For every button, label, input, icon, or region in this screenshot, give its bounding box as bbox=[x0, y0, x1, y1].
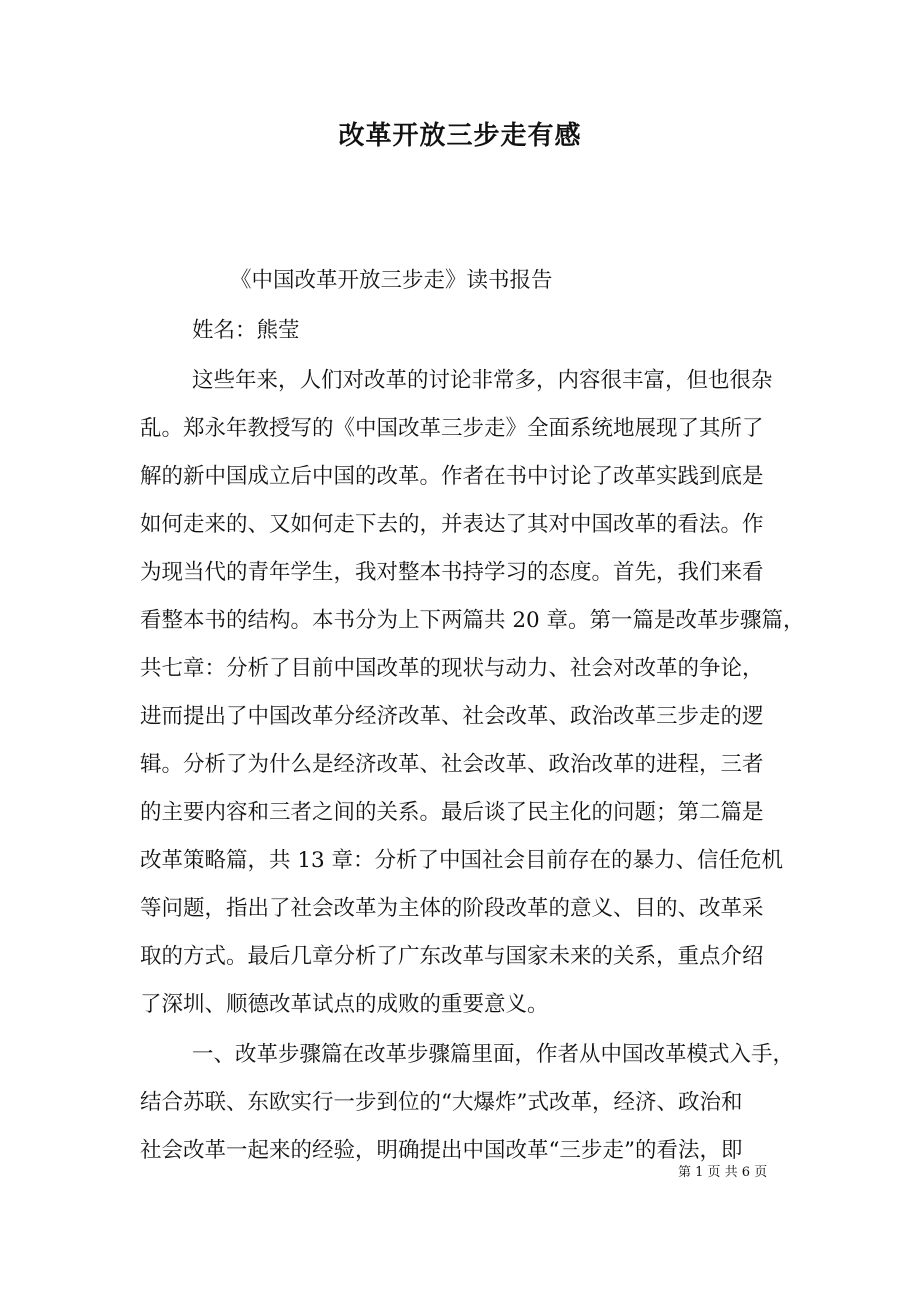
author-line: 姓名：熊莹 bbox=[192, 318, 300, 343]
paragraph-line: 乱。郑永年教授写的《中国改革三步走》全面系统地展现了其所了 bbox=[140, 416, 764, 441]
paragraph-line: 解的新中国成立后中国的改革。作者在书中讨论了改革实践到底是 bbox=[140, 464, 764, 489]
paragraph-line: 看整本书的结构。本书分为上下两篇共 20 章。第一篇是改革步骤篇， bbox=[140, 608, 805, 633]
paragraph-line: 一、改革步骤篇在改革步骤篇里面，作者从中国改革模式入手， bbox=[192, 1042, 795, 1067]
paragraph-line: 辑。分析了为什么是经济改革、社会改革、政治改革的进程，三者 bbox=[140, 752, 764, 777]
paragraph-line: 为现当代的青年学生，我对整本书持学习的态度。首先，我们来看 bbox=[140, 560, 764, 585]
paragraph-line: 共七章：分析了目前中国改革的现状与动力、社会对改革的争论， bbox=[140, 656, 764, 681]
paragraph-line: 进而提出了中国改革分经济改革、社会改革、政治改革三步走的逻 bbox=[140, 704, 764, 729]
paragraph-line: 改革策略篇，共 13 章：分析了中国社会目前存在的暴力、信任危机 bbox=[140, 848, 784, 873]
paragraph-line: 的主要内容和三者之间的关系。最后谈了民主化的问题；第二篇是 bbox=[140, 800, 764, 825]
paragraph-line: 如何走来的、又如何走下去的，并表达了其对中国改革的看法。作 bbox=[140, 512, 764, 537]
paragraph-line: 了深圳、顺德改革试点的成败的重要意义。 bbox=[140, 992, 549, 1017]
paragraph-line: 结合苏联、东欧实行一步到位的“大爆炸”式改革，经济、政治和 bbox=[140, 1090, 743, 1115]
paragraph-line: 等问题，指出了社会改革为主体的阶段改革的意义、目的、改革采 bbox=[140, 896, 764, 921]
document-title: 改革开放三步走有感 bbox=[338, 121, 582, 151]
report-subtitle: 《中国改革开放三步走》读书报告 bbox=[230, 268, 553, 293]
page-footer: 第 1 页 共 6 页 bbox=[678, 1165, 768, 1180]
paragraph-line: 这些年来，人们对改革的讨论非常多，内容很丰富，但也很杂 bbox=[192, 368, 773, 393]
paragraph-line: 取的方式。最后几章分析了广东改革与国家未来的关系，重点介绍 bbox=[140, 944, 764, 969]
paragraph-line: 社会改革一起来的经验，明确提出中国改革“三步走”的看法，即 bbox=[140, 1138, 743, 1163]
